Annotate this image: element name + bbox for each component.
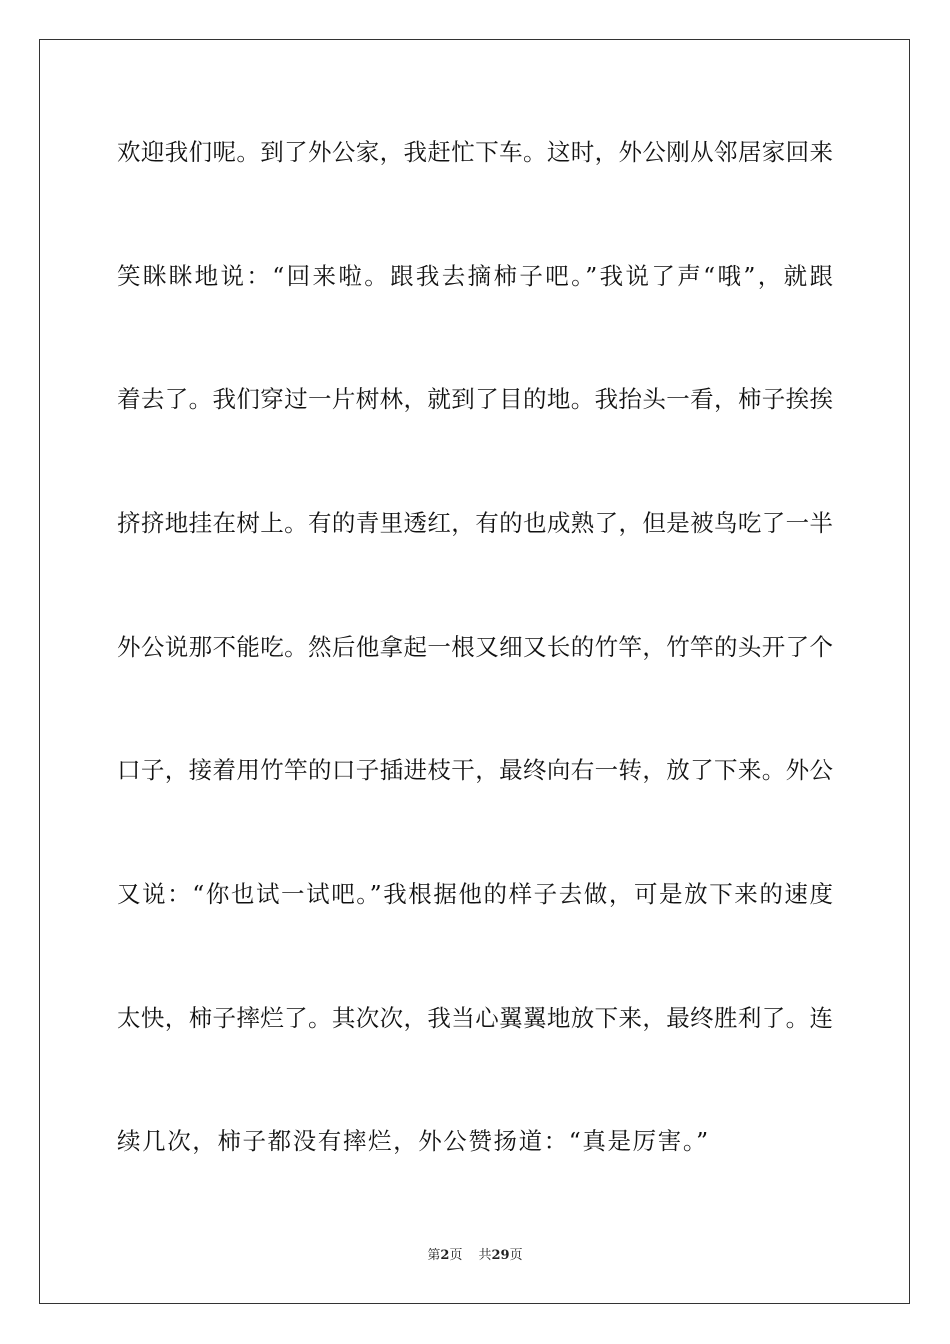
text-line-6: 口子，接着用竹竿的口子插进枝干，最终向右一转，放了下来。外公 (117, 756, 833, 784)
text-line-9: 续几次，柿子都没有摔烂，外公赞扬道：“真是厉害。” (117, 1127, 710, 1155)
text-line-7: 又说：“你也试一试吧。”我根据他的样子去做，可是放下来的速度 (117, 880, 833, 908)
page-prefix: 第 (427, 1248, 441, 1263)
page-suffix: 页 (449, 1248, 463, 1263)
total-suffix: 页 (509, 1248, 523, 1263)
page-border (39, 39, 910, 1304)
page-footer (0, 1247, 950, 1265)
total-prefix: 共 (478, 1248, 492, 1263)
text-line-2: 笑眯眯地说：“回来啦。跟我去摘柿子吧。”我说了声“哦”，就跟 (117, 262, 833, 290)
text-line-5: 外公说那不能吃。然后他拿起一根又细又长的竹竿，竹竿的头开了个 (117, 633, 833, 661)
text-line-3: 着去了。我们穿过一片树林，就到了目的地。我抬头一看，柿子挨挨 (117, 385, 833, 413)
text-line-8: 太快，柿子摔烂了。其次次，我当心翼翼地放下来，最终胜利了。连 (117, 1004, 833, 1032)
page-number: 2 (440, 1248, 450, 1263)
total-pages: 29 (491, 1248, 510, 1263)
text-line-1: 欢迎我们呢。到了外公家，我赶忙下车。这时，外公刚从邻居家回来 (117, 138, 833, 166)
text-line-4: 挤挤地挂在树上。有的青里透红，有的也成熟了，但是被鸟吃了一半 (117, 509, 833, 537)
